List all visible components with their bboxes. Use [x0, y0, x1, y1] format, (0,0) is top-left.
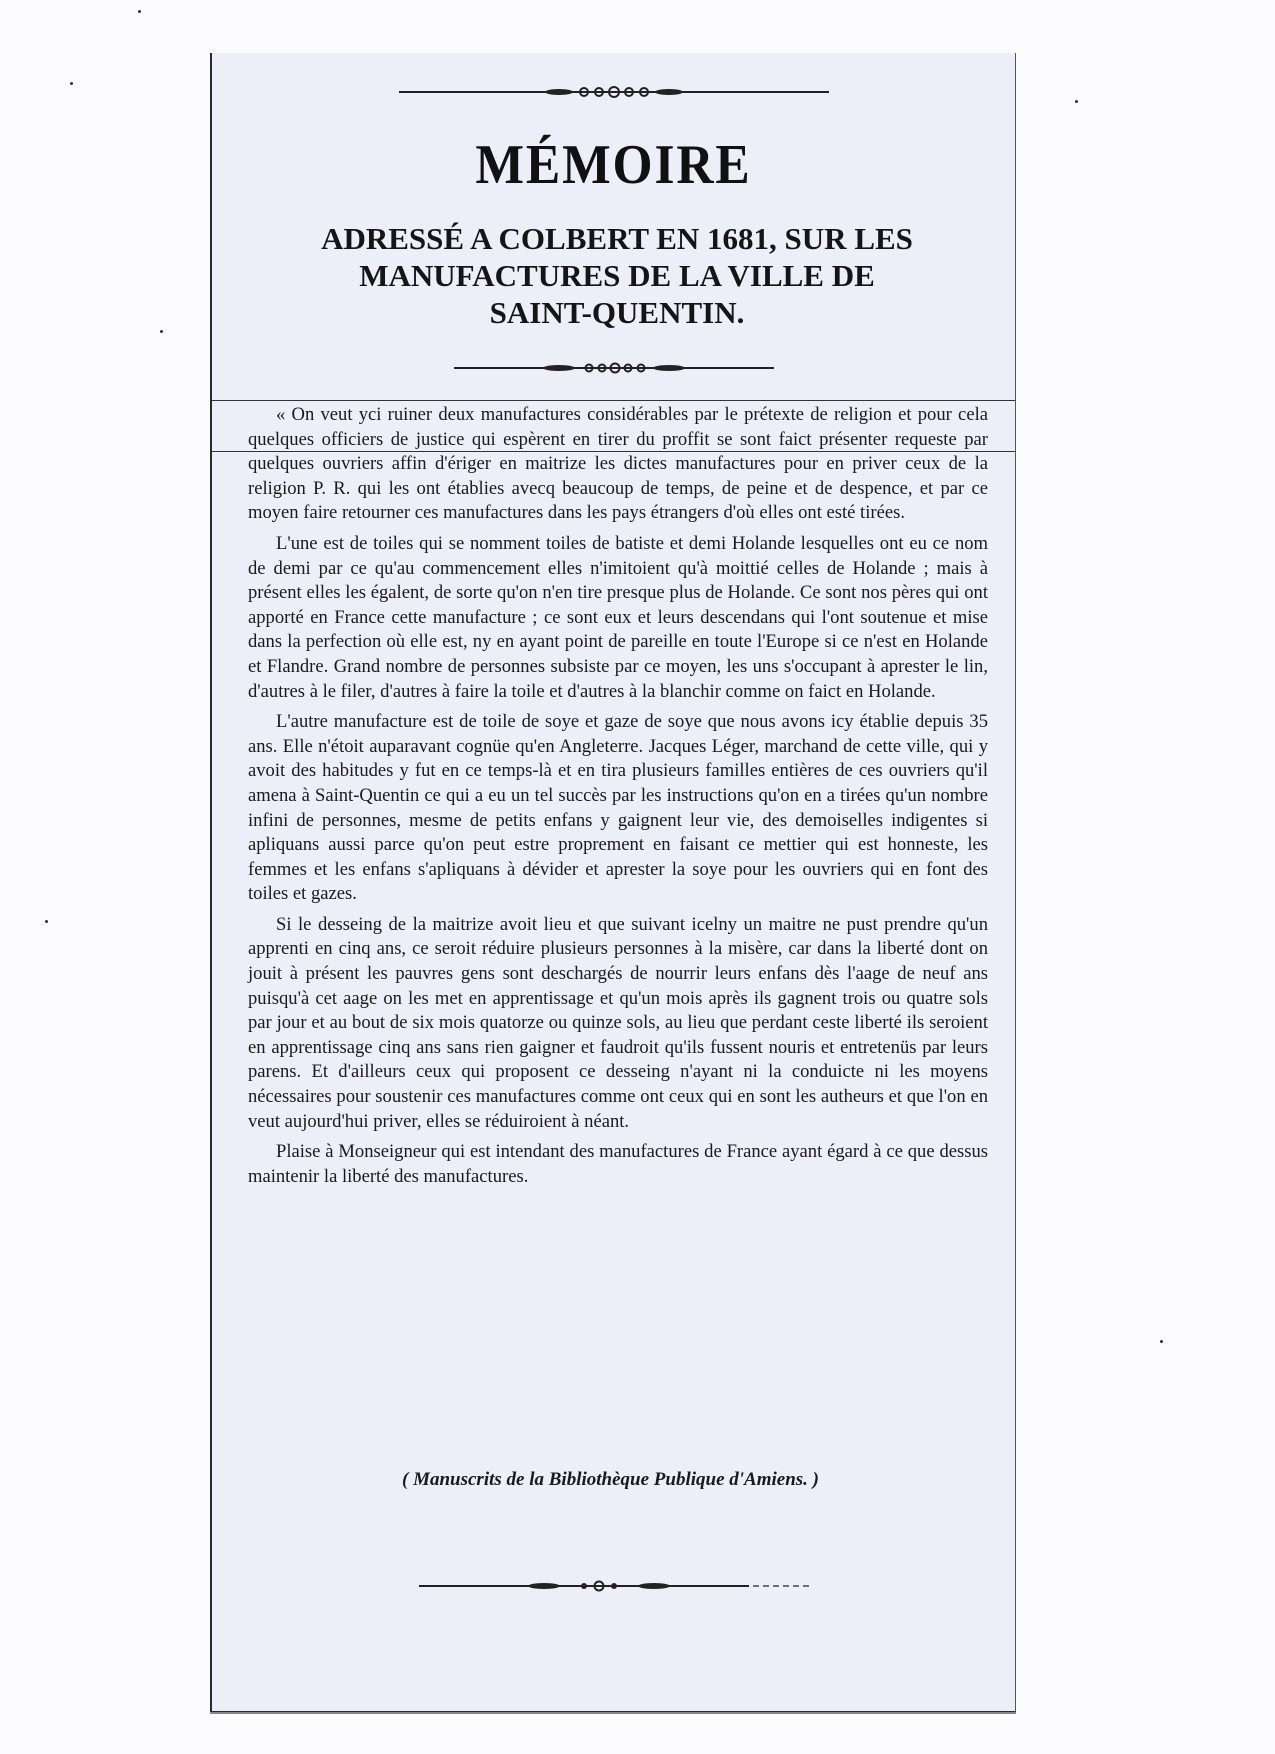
newspaper-clipping	[210, 53, 1016, 1713]
top-ornament	[212, 85, 1015, 99]
scan-speck	[70, 82, 73, 85]
memoir-body	[248, 403, 988, 1195]
page-edge	[210, 1712, 1016, 1714]
subtitle-line: MANUFACTURES DE LA VILLE DE	[359, 258, 875, 293]
paragraph: L'une est de toiles qui se nomment toiles de batiste et demi Holande lesquelles ont eu ce nom de demi par ce qu'au commencement elles n'imitoient qu'à moittié celles de Holande ; mais à présent elles les égalent, de sorte qu'on n'en tire presque plus de Holande. Ce sont nos pères qui ont apporté en France cette manufacture ; ce sont eux et leurs descendans qui l'ont soutenue et mise dans la perfection où elle est, ny en ayant point de pareille en toute l'Europe si ce n'est en Holande et Flandre. Grand nombre de personnes subsiste par ce moyen, les uns s'occupant à aprester le lin, d'autres à le filer, d'autres à faire la toile et d'autres à la blanchir comme on faict en Holande.	[248, 532, 988, 702]
paragraph: « On veut yci ruiner deux manufactures considérables par le prétexte de religion et pour cela quelques officiers de justice qui espèrent en tirer du proffit se sont faict présenter requeste par quelques ouvriers affin d'ériger en maitrize les dictes manufactures pour en priver ceux de la religion P. R. qui les ont établies avecq beaucoup de temps, de peine et de despence, et par ce moyen faire retourner ces manufactures dans les pays étrangers d'où elles ont esté tirées.	[248, 404, 988, 524]
scan-speck	[1160, 1340, 1163, 1343]
document-title: MÉMOIRE	[475, 134, 752, 196]
subtitle-line: ADRESSÉ A COLBERT EN 1681, SUR LES	[321, 221, 913, 256]
subtitle-line: SAINT-QUENTIN.	[489, 295, 745, 330]
paragraph: Plaise à Monseigneur qui est intendant des manufactures de France ayant égard à ce que dessus maintenir la liberté des manufactures.	[248, 1141, 988, 1187]
scan-speck	[160, 330, 163, 333]
clipping-seam-top	[212, 400, 1015, 401]
middle-ornament	[212, 361, 1015, 375]
scan-speck	[138, 10, 141, 13]
document-subtitle	[272, 220, 962, 331]
scan-speck	[1075, 100, 1078, 103]
scan-speck	[45, 920, 48, 923]
bottom-ornament	[212, 1579, 1015, 1593]
paragraph: Si le desseing de la maitrize avoit lieu et que suivant icelny un maitre ne pust prendre qu'un apprenti en cinq ans, ce seroit réduire plusieurs personnes à la misère, car dans la liberté dont on jouit à présent les pauvres gens sont deschargés de nourrir leurs enfans dès l'aage de neuf ans puisqu'à cet aage on les met en apprentissage et qu'un mois après ils gagnent trois ou quatre sols par jour et au bout de six mois quatorze ou quinze sols, au lieu que perdant ceste liberté ils seroient en apprentissage cinq ans sans rien gaigner et faudroit qu'ils fussent nouris et entretenüs par leurs parens. Et d'ailleurs ceux qui proposent ce desseing n'ayant ni la conduicte ni les moyens nécessaires pour soustenir ces manufactures comme ont ceux qui en sont les autheurs et que l'on en veut aujourd'hui priver, elles se réduiroient à néant.	[248, 913, 988, 1132]
paragraph: L'autre manufacture est de toile de soye et gaze de soye que nous avons icy établie depuis 35 ans. Elle n'étoit auparavant cognüe qu'en Angleterre. Jacques Léger, marchand de cette ville, qui y avoit des habitudes y fut en ce temps-là et en tira plusieurs familles entières de ces ouvriers qu'il amena à Saint-Quentin ce qui a eu un tel succès par les instructions qu'on en a tirées qu'un nombre infini de personnes, mesme de petits enfans y gaignent leur vie, des demoiselles indigentes si apliquans aussi parce qu'on peut estre proprement en faisant ce mettier qui est honneste, les femmes et les enfans s'apliquans à dévider et aprester la soye pour les ouvriers qui en font des toiles et gazes.	[248, 711, 988, 905]
source-citation: ( Manuscrits de la Bibliothèque Publique d'Amiens. )	[402, 1469, 819, 1490]
